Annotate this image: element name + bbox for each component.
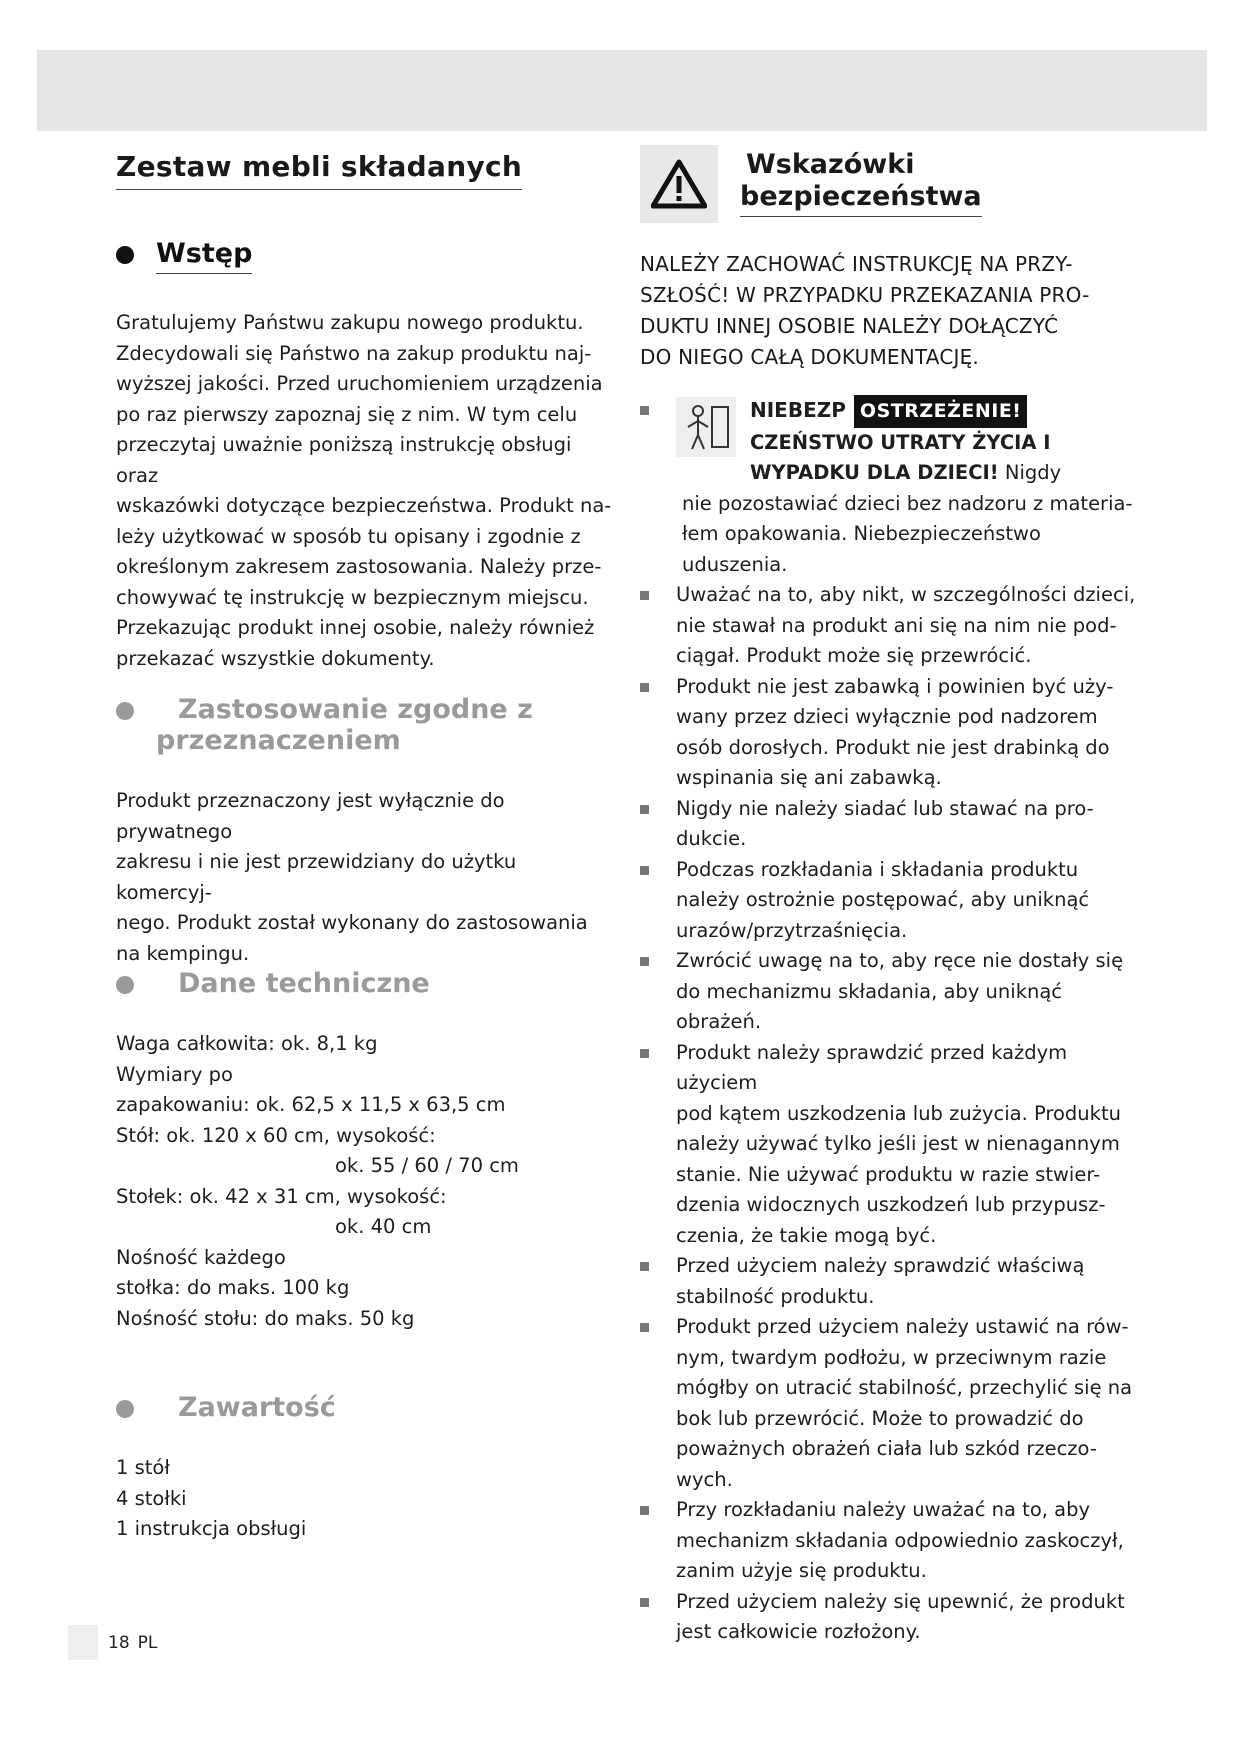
section-bullet-icon (116, 1400, 134, 1418)
list-bullet-icon (640, 1598, 649, 1607)
usage-heading-line2: przeznaczeniem (156, 725, 401, 756)
list-bullet-icon (640, 406, 649, 415)
list-bullet-icon (640, 591, 649, 600)
right-column (640, 145, 1140, 1648)
list-bullet-icon (640, 1262, 649, 1271)
contents-list (116, 1453, 616, 1545)
spec-line: Wymiary po (116, 1062, 233, 1086)
list-item-text: Uważać na to, aby nikt, w szczególności dzieci, nie stawał na produkt ani się na nim nie pod- ciągał. Produkt może się przewrócić. (676, 583, 1136, 667)
list-bullet-icon (640, 866, 649, 875)
usage-heading-line1: Zastosowanie zgodne z (178, 694, 533, 725)
list-item-text: Nigdy nie należy siadać lub stawać na pro- dukcie. (676, 796, 1094, 850)
list-item (640, 946, 1140, 1038)
keep-instructions-notice: NALEŻY ZACHOWAĆ INSTRUKCJĘ NA PRZY- SZŁOŚĆ! W PRZYPADKU PRZEKAZANIA PRO- DUKTU INNEJ OSOBIE NALEŻY DOŁĄCZYĆ DO NIEGO CAŁĄ DOKUMENTACJĘ. (640, 252, 1090, 369)
header-bar (37, 50, 1207, 131)
list-bullet-icon (640, 1323, 649, 1332)
spec-line: ok. 55 / 60 / 70 cm (335, 1154, 519, 1177)
safety-heading-line1: Wskazówki (746, 149, 915, 180)
list-bullet-icon (640, 805, 649, 814)
intro-text: Gratulujemy Państwu zakupu nowego produktu. Zdecydowali się Państwo na zakup produktu naj- wyższej jakości. Przed uruchomieniem urządzenia po raz pierwszy zapoznaj się z nim. W tym celu przeczytaj uważnie poniższą instrukcję obsługi oraz wskazówki dotyczące bezpieczeństwa. Produkt na- leży użytkować w sposób tu opisany i zgodnie z określonym zakresem zastosowania. Należy prze- chowywać tę instrukcję w bezpiecznym miejscu. Przekazując produkt innej osobie, należy również przekazać wszystkie dokumenty. (116, 311, 612, 670)
warning-badge: OSTRZEŻENIE! (854, 395, 1028, 428)
intro-section (116, 238, 616, 674)
list-item-text: Przed użyciem należy się upewnić, że produkt jest całkowicie rozłożony. (676, 1589, 1125, 1643)
tech-heading: Dane techniczne (178, 968, 430, 999)
list-item (640, 1251, 1140, 1312)
safety-heading-line2: bezpieczeństwa (740, 181, 982, 217)
usage-text: Produkt przeznaczony jest wyłącznie do prywatnego zakresu i nie jest przewidziany do użytku komercyj- nego. Produkt został wykonany do zastosowania na kempingu. (116, 789, 588, 965)
list-bullet-icon (640, 1049, 649, 1058)
contents-section (116, 1392, 616, 1545)
list-item-text: Zwrócić uwagę na to, aby ręce nie dostały się do mechanizmu składania, aby uniknąć obrażeń. (676, 949, 1124, 1033)
list-item: 1 instrukcja obsługi (116, 1517, 307, 1540)
list-bullet-icon (640, 683, 649, 692)
section-bullet-icon (116, 246, 134, 264)
list-item (640, 794, 1140, 855)
list-item-text: Przed użyciem należy sprawdzić właściwą stabilność produktu. (676, 1254, 1085, 1308)
section-bullet-icon (116, 976, 134, 994)
intro-heading: Wstęp (156, 238, 252, 274)
list-item (640, 672, 1140, 794)
warning-triangle-icon (640, 145, 718, 223)
spec-line: Stołek: ok. 42 x 31 cm, wysokość: (116, 1184, 447, 1208)
list-item-text: Przy rozkładaniu należy uważać na to, aby mechanizm składania odpowiednio zaskoczył, zanim użyje się produktu. (676, 1498, 1124, 1582)
safety-list (640, 395, 1140, 1648)
page-number: 18 (108, 1632, 130, 1653)
page-title: Zestaw mebli składanych (116, 150, 522, 190)
list-item (640, 580, 1140, 672)
spec-line: ok. 40 cm (335, 1215, 432, 1238)
spec-line: Nośność każdego (116, 1245, 286, 1269)
spec-line: Waga całkowita: ok. 8,1 kg (116, 1032, 378, 1055)
warning-bold-line2: WYPADKU DLA DZIECI! (750, 461, 999, 484)
usage-section (116, 694, 616, 969)
warning-tail: Nigdy (998, 461, 1062, 484)
spec-line: zapakowaniu: ok. 62,5 x 11,5 x 63,5 cm (116, 1093, 506, 1116)
list-item-text: Podczas rozkładania i składania produktu należy ostrożnie postępować, aby uniknąć urazów/przytrzaśnięcia. (676, 857, 1090, 942)
contents-heading: Zawartość (178, 1392, 336, 1423)
list-item (640, 395, 1140, 580)
footer-marker (68, 1625, 98, 1660)
warning-bold-line1: CZEŃSTWO UTRATY ŻYCIA I (750, 430, 1051, 454)
spec-line: Stół: ok. 120 x 60 cm, wysokość: (116, 1123, 436, 1147)
list-item (640, 1495, 1140, 1587)
tech-section (116, 968, 616, 1334)
list-item-text: Produkt nie jest zabawką i powinien być uży- wany przez dzieci wyłącznie pod nadzorem osób dorosłych. Produkt nie jest drabinką do wspinania się ani zabawką. (676, 674, 1114, 789)
list-item (640, 1038, 1140, 1252)
spec-line: stołka: do maks. 100 kg (116, 1276, 350, 1299)
list-item: 4 stołki (116, 1486, 187, 1510)
list-item-text: Produkt przed użyciem należy ustawić na rów- nym, twardym podłożu, w przeciwnym razie mógłby on utracić stabilność, przechylić się na bok lub przewrócić. Może to prowadzić do poważnych obrażeń ciała lub szkód rzeczo- wych. (676, 1315, 1133, 1491)
list-item: 1 stół (116, 1456, 170, 1479)
list-bullet-icon (640, 1506, 649, 1515)
spec-line: Nośność stołu: do maks. 50 kg (116, 1306, 415, 1330)
list-item-text: Produkt należy sprawdzić przed każdym użyciem pod kątem uszkodzenia lub zużycia. Produktu należy używać tylko jeśli jest w nienagannym stanie. Nie używać produktu w razie stwier- dzenia widocznych uszkodzeń lub przypusz- czenia, że takie mogą być. (676, 1040, 1121, 1247)
language-code: PL (137, 1632, 158, 1653)
list-item (640, 1312, 1140, 1495)
section-bullet-icon (116, 702, 134, 720)
child-warning-icon (676, 397, 736, 457)
safety-heading (740, 149, 982, 217)
left-column (116, 140, 606, 190)
list-item (640, 1587, 1140, 1648)
list-item (640, 855, 1140, 947)
list-bullet-icon (640, 957, 649, 966)
tech-specs (116, 1029, 616, 1334)
warning-rest: nie pozostawiać dzieci bez nadzoru z materia- łem opakowania. Niebezpieczeństwo uduszenia. (682, 491, 1133, 576)
page-footer (68, 1625, 157, 1660)
danger-label: NIEBEZP (750, 398, 846, 422)
